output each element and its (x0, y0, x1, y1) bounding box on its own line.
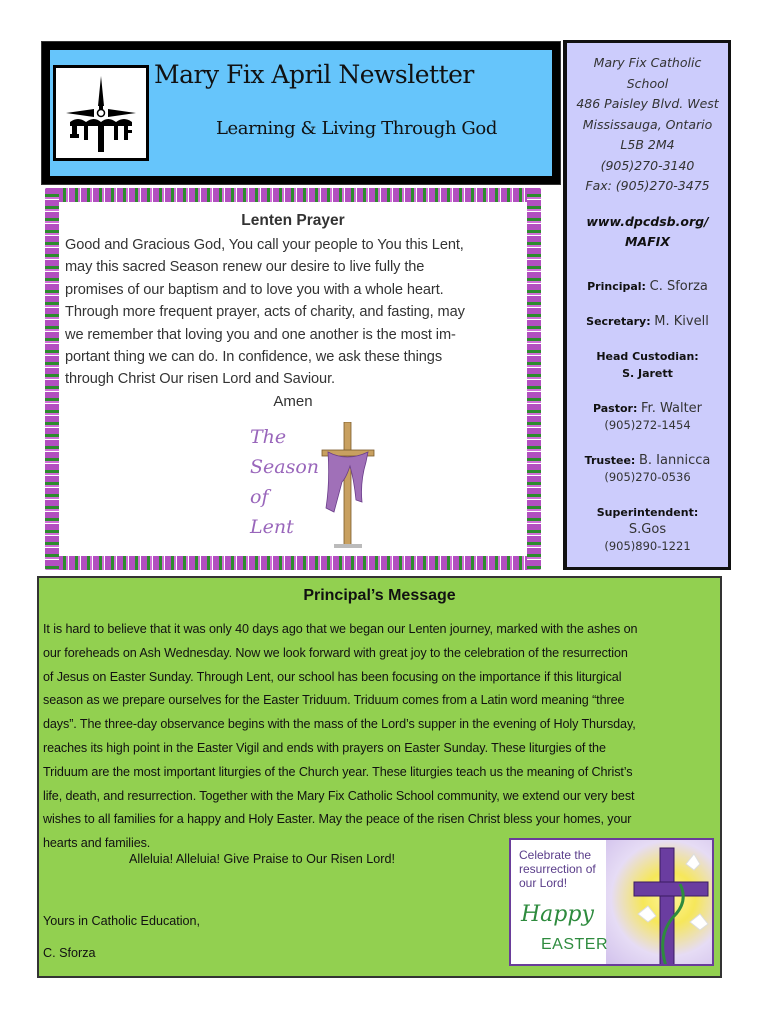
principal-message-section (37, 576, 722, 978)
address-line: L5B 2M4 (620, 137, 675, 152)
prayer-title: Lenten Prayer (241, 212, 345, 229)
lent-image-word: The (250, 426, 287, 448)
message-line: season as we prepare ourselves for the Easter Triduum. Triduum comes from a Latin word meaning “three (43, 693, 625, 708)
message-line: our foreheads on Ash Wednesday. Now we look forward with great joy to the celebration of the resurrection (43, 645, 628, 660)
message-line: reaches its high point in the Easter Vigil and ends with prayers on Easter Sunday. These liturgies of the (43, 740, 606, 755)
lenten-prayer-section (45, 188, 541, 570)
staff-trustee (567, 452, 728, 486)
prayer-line: may this sacred Season renew our desire to live fully the (65, 259, 425, 276)
staff-phone: (905)270-0536 (604, 469, 691, 484)
staff-custodian (567, 348, 728, 382)
website-line[interactable]: www.dpcdsb.org/ (586, 213, 709, 229)
phone-number: (905)270-3140 (600, 157, 695, 173)
lent-image-word: of (250, 486, 269, 508)
staff-phone: (905)272-1454 (604, 417, 691, 432)
address-line: Mary Fix Catholic (593, 55, 702, 70)
celebrate-line: our Lord! (519, 876, 568, 890)
closing-line: Yours in Catholic Education, (43, 914, 201, 928)
alleluia-line: Alleluia! Alleluia! Give Praise to Our Risen Lord! (129, 852, 395, 866)
message-line: wishes to all families for a happy and Holy Easter. May the peace of the risen Christ bless your homes, your (43, 812, 632, 827)
school-info-sidebar (563, 40, 731, 570)
message-line: Triduum are the most important liturgies of the Church year. These liturgies teach us the meaning of Christ’s (43, 764, 633, 779)
message-line: days”. The three-day observance begins with the mass of the Lord’s supper in the evening of Holy Thursday, (43, 717, 636, 732)
school-logo-icon (56, 68, 146, 158)
website-line[interactable]: MAFIX (625, 233, 670, 249)
staff-superintendent (567, 504, 728, 555)
staff-name: B. Iannicca (639, 452, 711, 468)
address-line: School (626, 75, 669, 91)
staff-secretary (567, 313, 728, 330)
school-logo (53, 65, 149, 161)
principal-message-title: Principal’s Message (303, 587, 456, 604)
message-line: life, death, and resurrection. Together with the Mary Fix Catholic School community, we extend our very best (43, 788, 635, 803)
staff-role: Head Custodian: (596, 349, 699, 363)
easter-cross-icon (626, 844, 714, 966)
prayer-line: Through more frequent prayer, acts of charity, and fasting, may (65, 304, 465, 321)
prayer-line: promises of our baptism and to love you with a whole heart. (65, 281, 444, 298)
message-line: of Jesus on Easter Sunday. Through Lent, our school has been focusing on the importance if this liturgical (43, 669, 622, 684)
principal-message-body (43, 618, 718, 856)
staff-pastor (567, 400, 728, 434)
staff-role: Superintendent: (596, 505, 699, 519)
prayer-line: through Christ Our risen Lord and Saviour. (65, 371, 335, 388)
celebrate-line: resurrection of (519, 862, 596, 876)
happy-easter-image (509, 838, 714, 966)
staff-name: S.Gos (628, 521, 667, 537)
easter-happy-text: Happy (521, 902, 594, 927)
newsletter-header (41, 41, 561, 185)
header-banner (50, 50, 552, 176)
school-address (567, 53, 728, 197)
address-line: Mississauga, Ontario (582, 116, 713, 132)
prayer-amen: Amen (273, 393, 313, 410)
fax-number: Fax: (905)270-3475 (585, 178, 710, 193)
staff-role: Principal: (587, 279, 646, 293)
celebrate-line: Celebrate the (519, 848, 592, 862)
newsletter-title: Mary Fix April Newsletter (154, 60, 474, 89)
staff-name: S. Jarett (622, 366, 673, 380)
staff-name: M. Kivell (654, 313, 709, 329)
prayer-text (65, 234, 535, 391)
staff-role: Trustee: (584, 453, 636, 467)
prayer-line: portant thing we can do. In confidence, we ask these things (65, 349, 443, 366)
rose-border-left (45, 188, 59, 570)
prayer-line: Good and Gracious God, You call your people to You this Lent, (65, 237, 464, 253)
prayer-line: we remember that loving you and one another is the most im- (65, 326, 456, 343)
staff-name: C. Sforza (649, 278, 708, 294)
draped-cross-icon (316, 422, 378, 550)
lent-image-word: Lent (250, 516, 294, 538)
signature: C. Sforza (43, 946, 96, 960)
easter-celebrate-text (519, 848, 596, 890)
rose-border-bottom (45, 556, 541, 570)
address-line: 486 Paisley Blvd. West (576, 96, 719, 111)
easter-word-text: EASTER (541, 936, 609, 953)
lent-image-word: Season (250, 456, 320, 478)
season-of-lent-image (248, 424, 378, 554)
staff-phone: (905)890-1221 (604, 538, 691, 553)
rose-border-top (45, 188, 541, 202)
staff-principal (567, 278, 728, 295)
staff-role: Secretary: (586, 314, 651, 328)
message-line: It is hard to believe that it was only 40 days ago that we began our Lenten journey, marked with the ashes on (43, 622, 638, 636)
staff-role: Pastor: (592, 401, 638, 415)
staff-name: Fr. Walter (641, 400, 703, 416)
newsletter-subtitle: Learning & Living Through God (216, 118, 497, 139)
message-line: hearts and families. (43, 836, 151, 851)
school-website-link[interactable] (567, 212, 728, 252)
